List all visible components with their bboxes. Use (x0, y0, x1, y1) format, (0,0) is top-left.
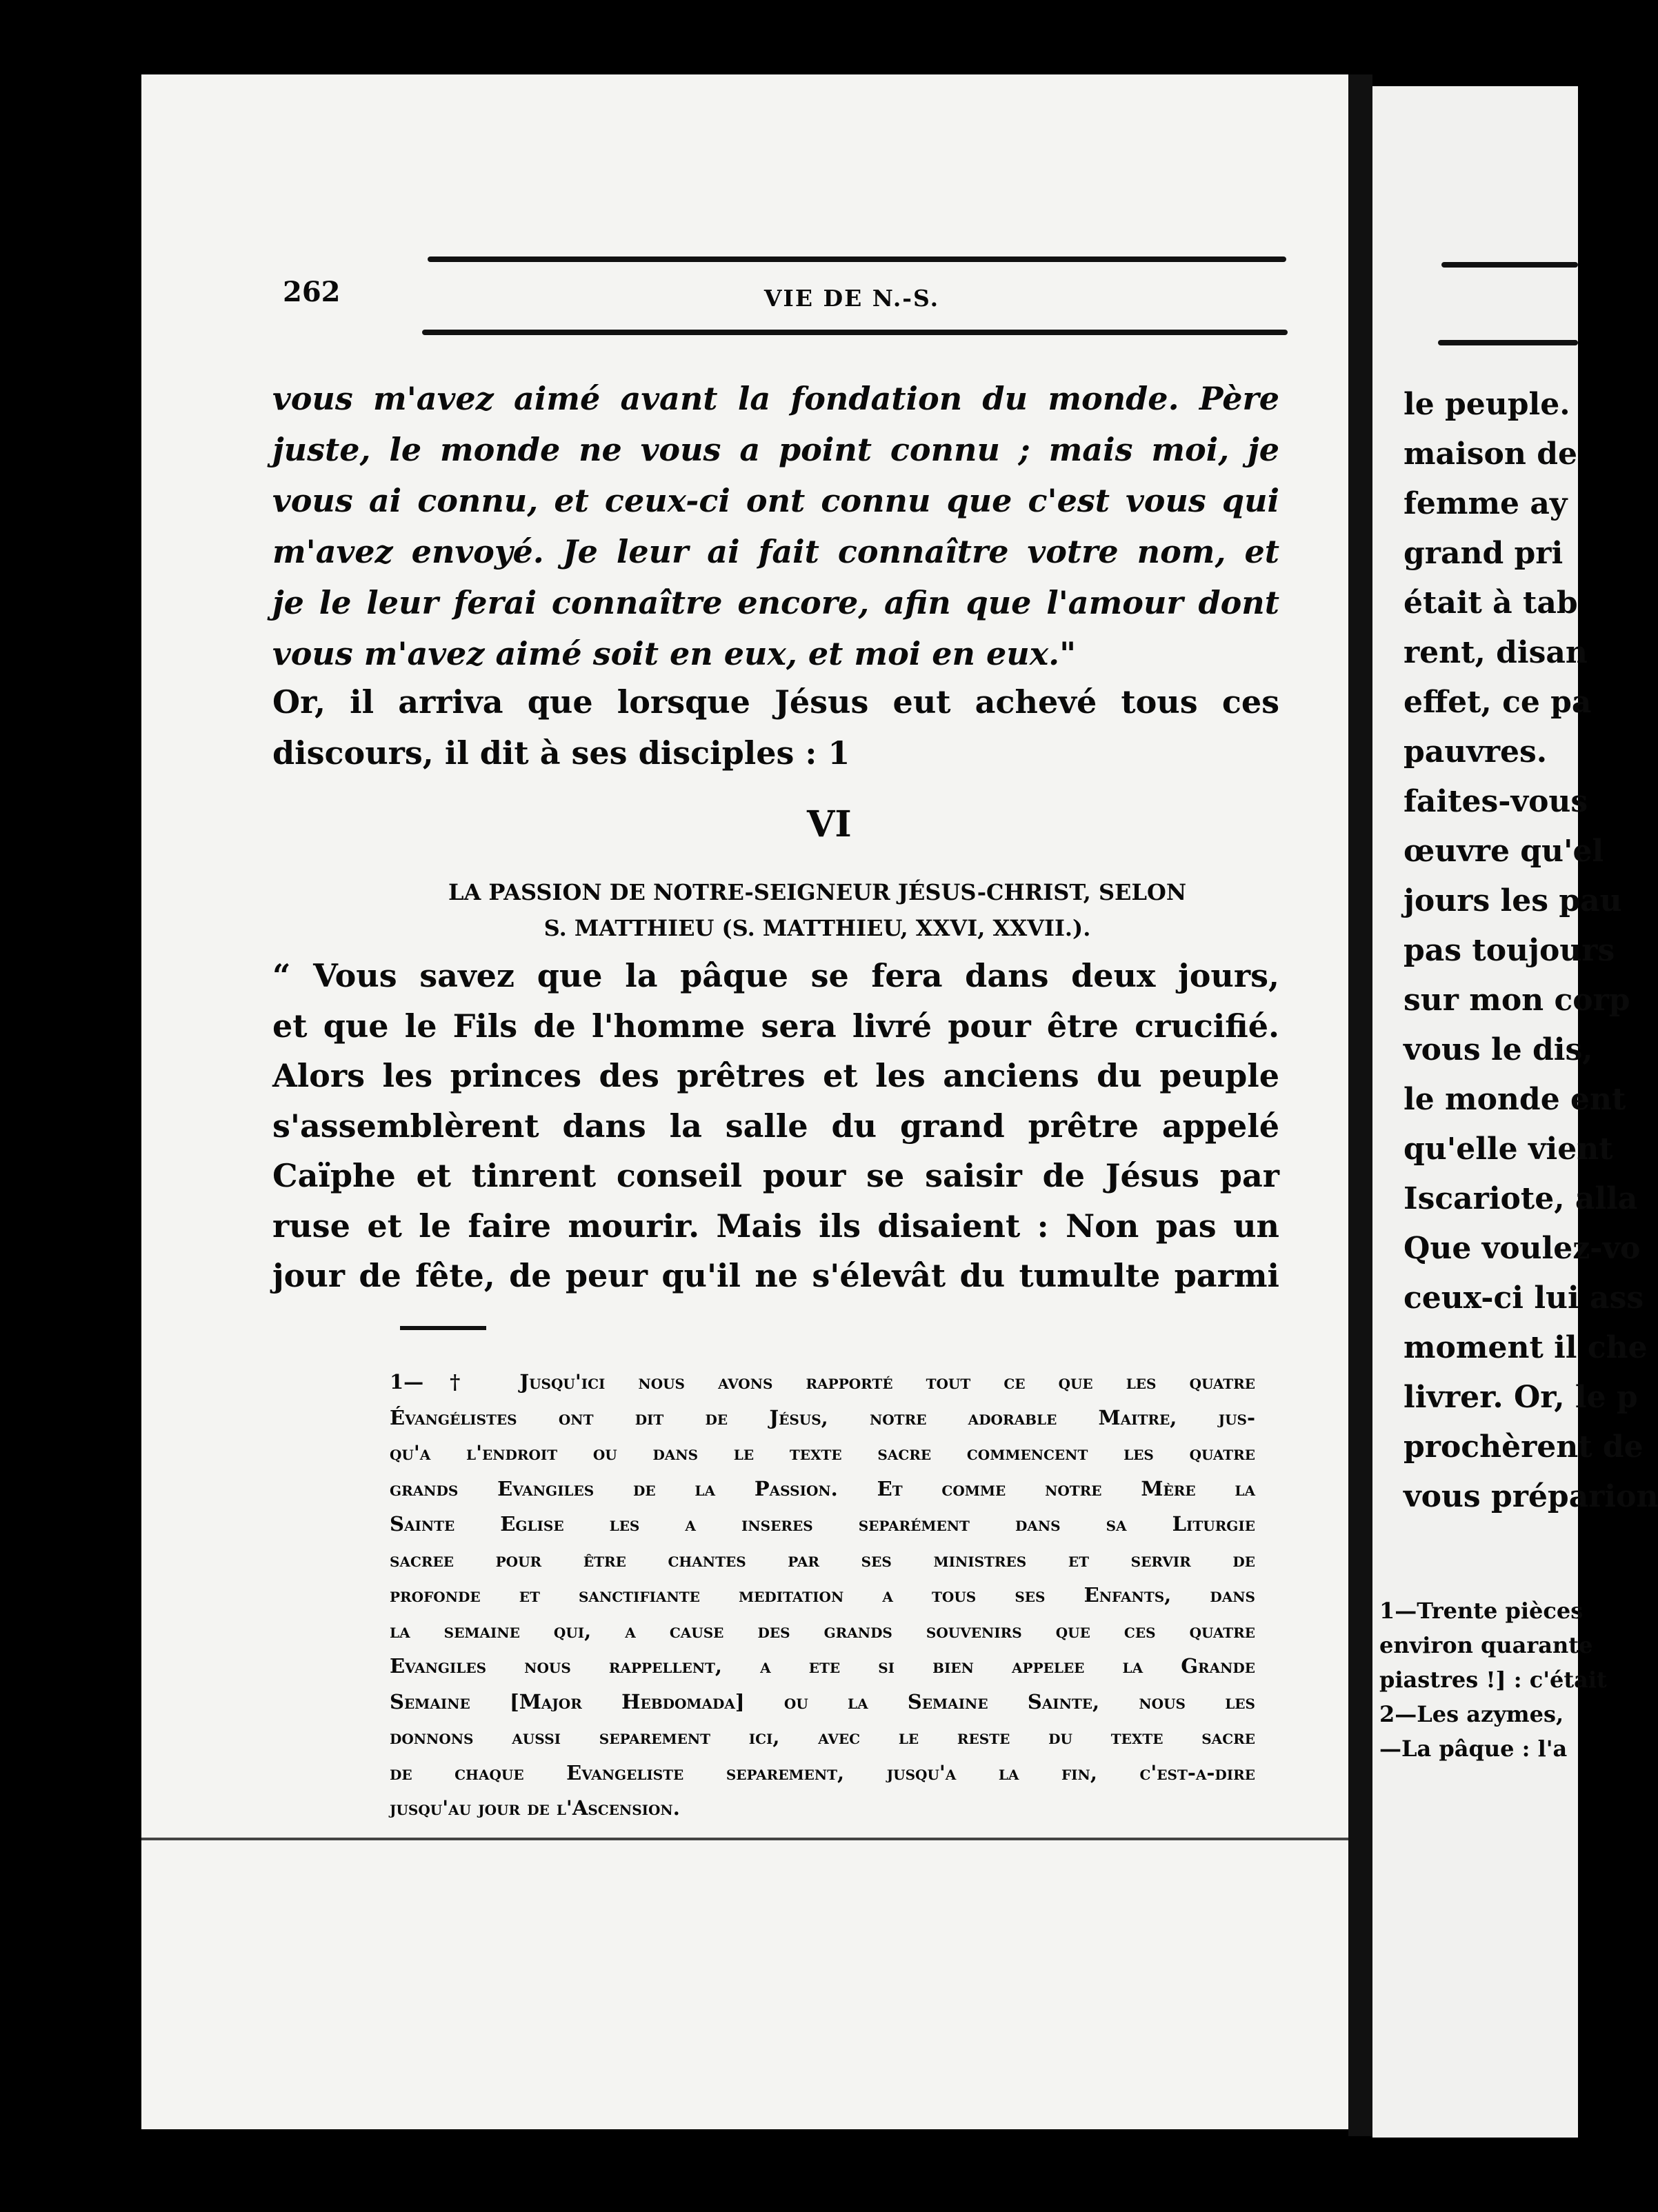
right-page-line: livrer. Or, le p (1404, 1380, 1638, 1415)
footnote-line: de chaque Evangeliste separement, jusqu'a la fin, c'est-a-dire (390, 1760, 1255, 1784)
right-footnote-line: 2—Les azymes, (1379, 1701, 1564, 1727)
body-text-line: juste, le monde ne vous a point connu ; mais moi, je (272, 431, 1279, 468)
footnote-line: profonde et sanctifiante meditation a tous ses Enfants, dans (390, 1583, 1255, 1607)
running-title: VIE DE N.-S. (763, 285, 940, 312)
right-page-line: qu'elle vient (1404, 1132, 1613, 1167)
right-page-line: effet, ce pa (1404, 685, 1592, 720)
footnote-line: donnons aussi separement ici, avec le reste du texte sacre (390, 1725, 1255, 1749)
footnote-line: la semaine qui, a cause des grands souvenirs que ces quatre (390, 1618, 1255, 1642)
right-page-line: moment il che (1404, 1330, 1648, 1365)
page-number: 262 (283, 276, 341, 308)
section-heading-line-1: LA PASSION DE NOTRE-SEIGNEUR JÉSUS-CHRIST, SELON (448, 879, 1187, 905)
body-text-line: vous m'avez aimé soit en eux, et moi en eux." (272, 635, 1077, 672)
right-page-line: pauvres. (1404, 734, 1548, 770)
right-footnote-line: —La pâque : l'a (1379, 1736, 1568, 1762)
right-footnote-line: environ quarante (1379, 1632, 1593, 1658)
footnote-rule (400, 1326, 486, 1330)
section-number: VI (807, 803, 852, 845)
right-footnote-line: 1—Trente pièces (1379, 1598, 1584, 1624)
right-page-line: pas toujours (1404, 933, 1615, 968)
footnote-line: 1—† Jusqu'ici nous avons rapporté tout ce que les quatre (390, 1370, 1255, 1394)
footnote-line: Sainte Eglise les a inseres separément dans sa Liturgie (390, 1512, 1255, 1536)
right-footnote-line: piastres !] : c'était (1379, 1667, 1607, 1693)
right-page-line: était à tab (1404, 585, 1578, 621)
right-page-line: jours les pau (1404, 883, 1622, 918)
right-page-line: vous le dis, (1404, 1032, 1593, 1067)
section-heading-line-2: S. MATTHIEU (S. MATTHIEU, XXVI, XXVII.). (543, 915, 1091, 941)
passion-text-line: Caïphe et tinrent conseil pour se saisir de Jésus par (272, 1157, 1279, 1194)
right-page-line: vous préparion (1404, 1479, 1658, 1514)
right-page-line: faites-vous (1404, 784, 1588, 819)
right-header-rule-bottom (1438, 340, 1578, 345)
passion-text-line: “ Vous savez que la pâque se fera dans deux jours, (272, 957, 1279, 994)
right-page-line: prochèrent de (1404, 1429, 1644, 1465)
page-bottom-rule (141, 1838, 1348, 1840)
right-page-line: ceux-ci lui ass (1404, 1280, 1644, 1316)
right-page-line: rent, disan (1404, 635, 1588, 670)
book-gutter (1348, 74, 1372, 2136)
right-page-line: Iscariote, alla (1404, 1181, 1638, 1216)
footnote-line: Évangélistes ont dit de Jésus, notre adorable Maitre, jus- (390, 1405, 1255, 1429)
footnote-line: jusqu'au jour de l'Ascension. (390, 1796, 680, 1820)
body-text-line: Or, il arriva que lorsque Jésus eut achevé tous ces (272, 683, 1279, 721)
right-header-rule-top (1441, 262, 1578, 268)
right-page-line: Que voulez-vo (1404, 1231, 1641, 1266)
footnote-line: grands Evangiles de la Passion. Et comme notre Mère la (390, 1476, 1255, 1500)
footnote-line: Semaine [Major Hebdomada] ou la Semaine Sainte, nous les (390, 1689, 1255, 1713)
passion-text-line: ruse et le faire mourir. Mais ils disaient : Non pas un (272, 1207, 1279, 1245)
footnote-line: sacree pour être chantes par ses ministres et servir de (390, 1547, 1255, 1571)
right-page-line: le monde ent (1404, 1082, 1626, 1117)
right-page-line: œuvre qu'el (1404, 834, 1604, 869)
right-page-line: maison de (1404, 436, 1577, 472)
right-page-line: le peuple. (1404, 387, 1570, 422)
body-text-line: vous m'avez aimé avant la fondation du monde. Père (272, 380, 1279, 417)
passion-text-line: Alors les princes des prêtres et les anciens du peuple (272, 1057, 1279, 1094)
header-rule-bottom (422, 330, 1288, 335)
body-text-line: discours, il dit à ses disciples : 1 (272, 734, 850, 772)
right-page-line: sur mon corp (1404, 983, 1630, 1018)
body-text-line: je le leur ferai connaître encore, afin que l'amour dont (272, 584, 1279, 621)
body-text-line: m'avez envoyé. Je leur ai fait connaître votre nom, et (272, 533, 1279, 570)
passion-text-line: et que le Fils de l'homme sera livré pour être crucifié. (272, 1007, 1279, 1045)
right-page-line: grand pri (1404, 536, 1564, 571)
header-rule-top (428, 257, 1286, 262)
right-page-line: femme ay (1404, 486, 1568, 521)
passion-text-line: jour de fête, de peur qu'il ne s'élevât du tumulte parmi (272, 1257, 1279, 1294)
passion-text-line: s'assemblèrent dans la salle du grand prêtre appelé (272, 1107, 1279, 1145)
footnote-line: Evangiles nous rappellent, a ete si bien appelee la Grande (390, 1654, 1255, 1678)
footnote-line: qu'a l'endroit ou dans le texte sacre commencent les quatre (390, 1441, 1255, 1465)
body-text-line: vous ai connu, et ceux-ci ont connu que c'est vous qui (272, 482, 1279, 519)
